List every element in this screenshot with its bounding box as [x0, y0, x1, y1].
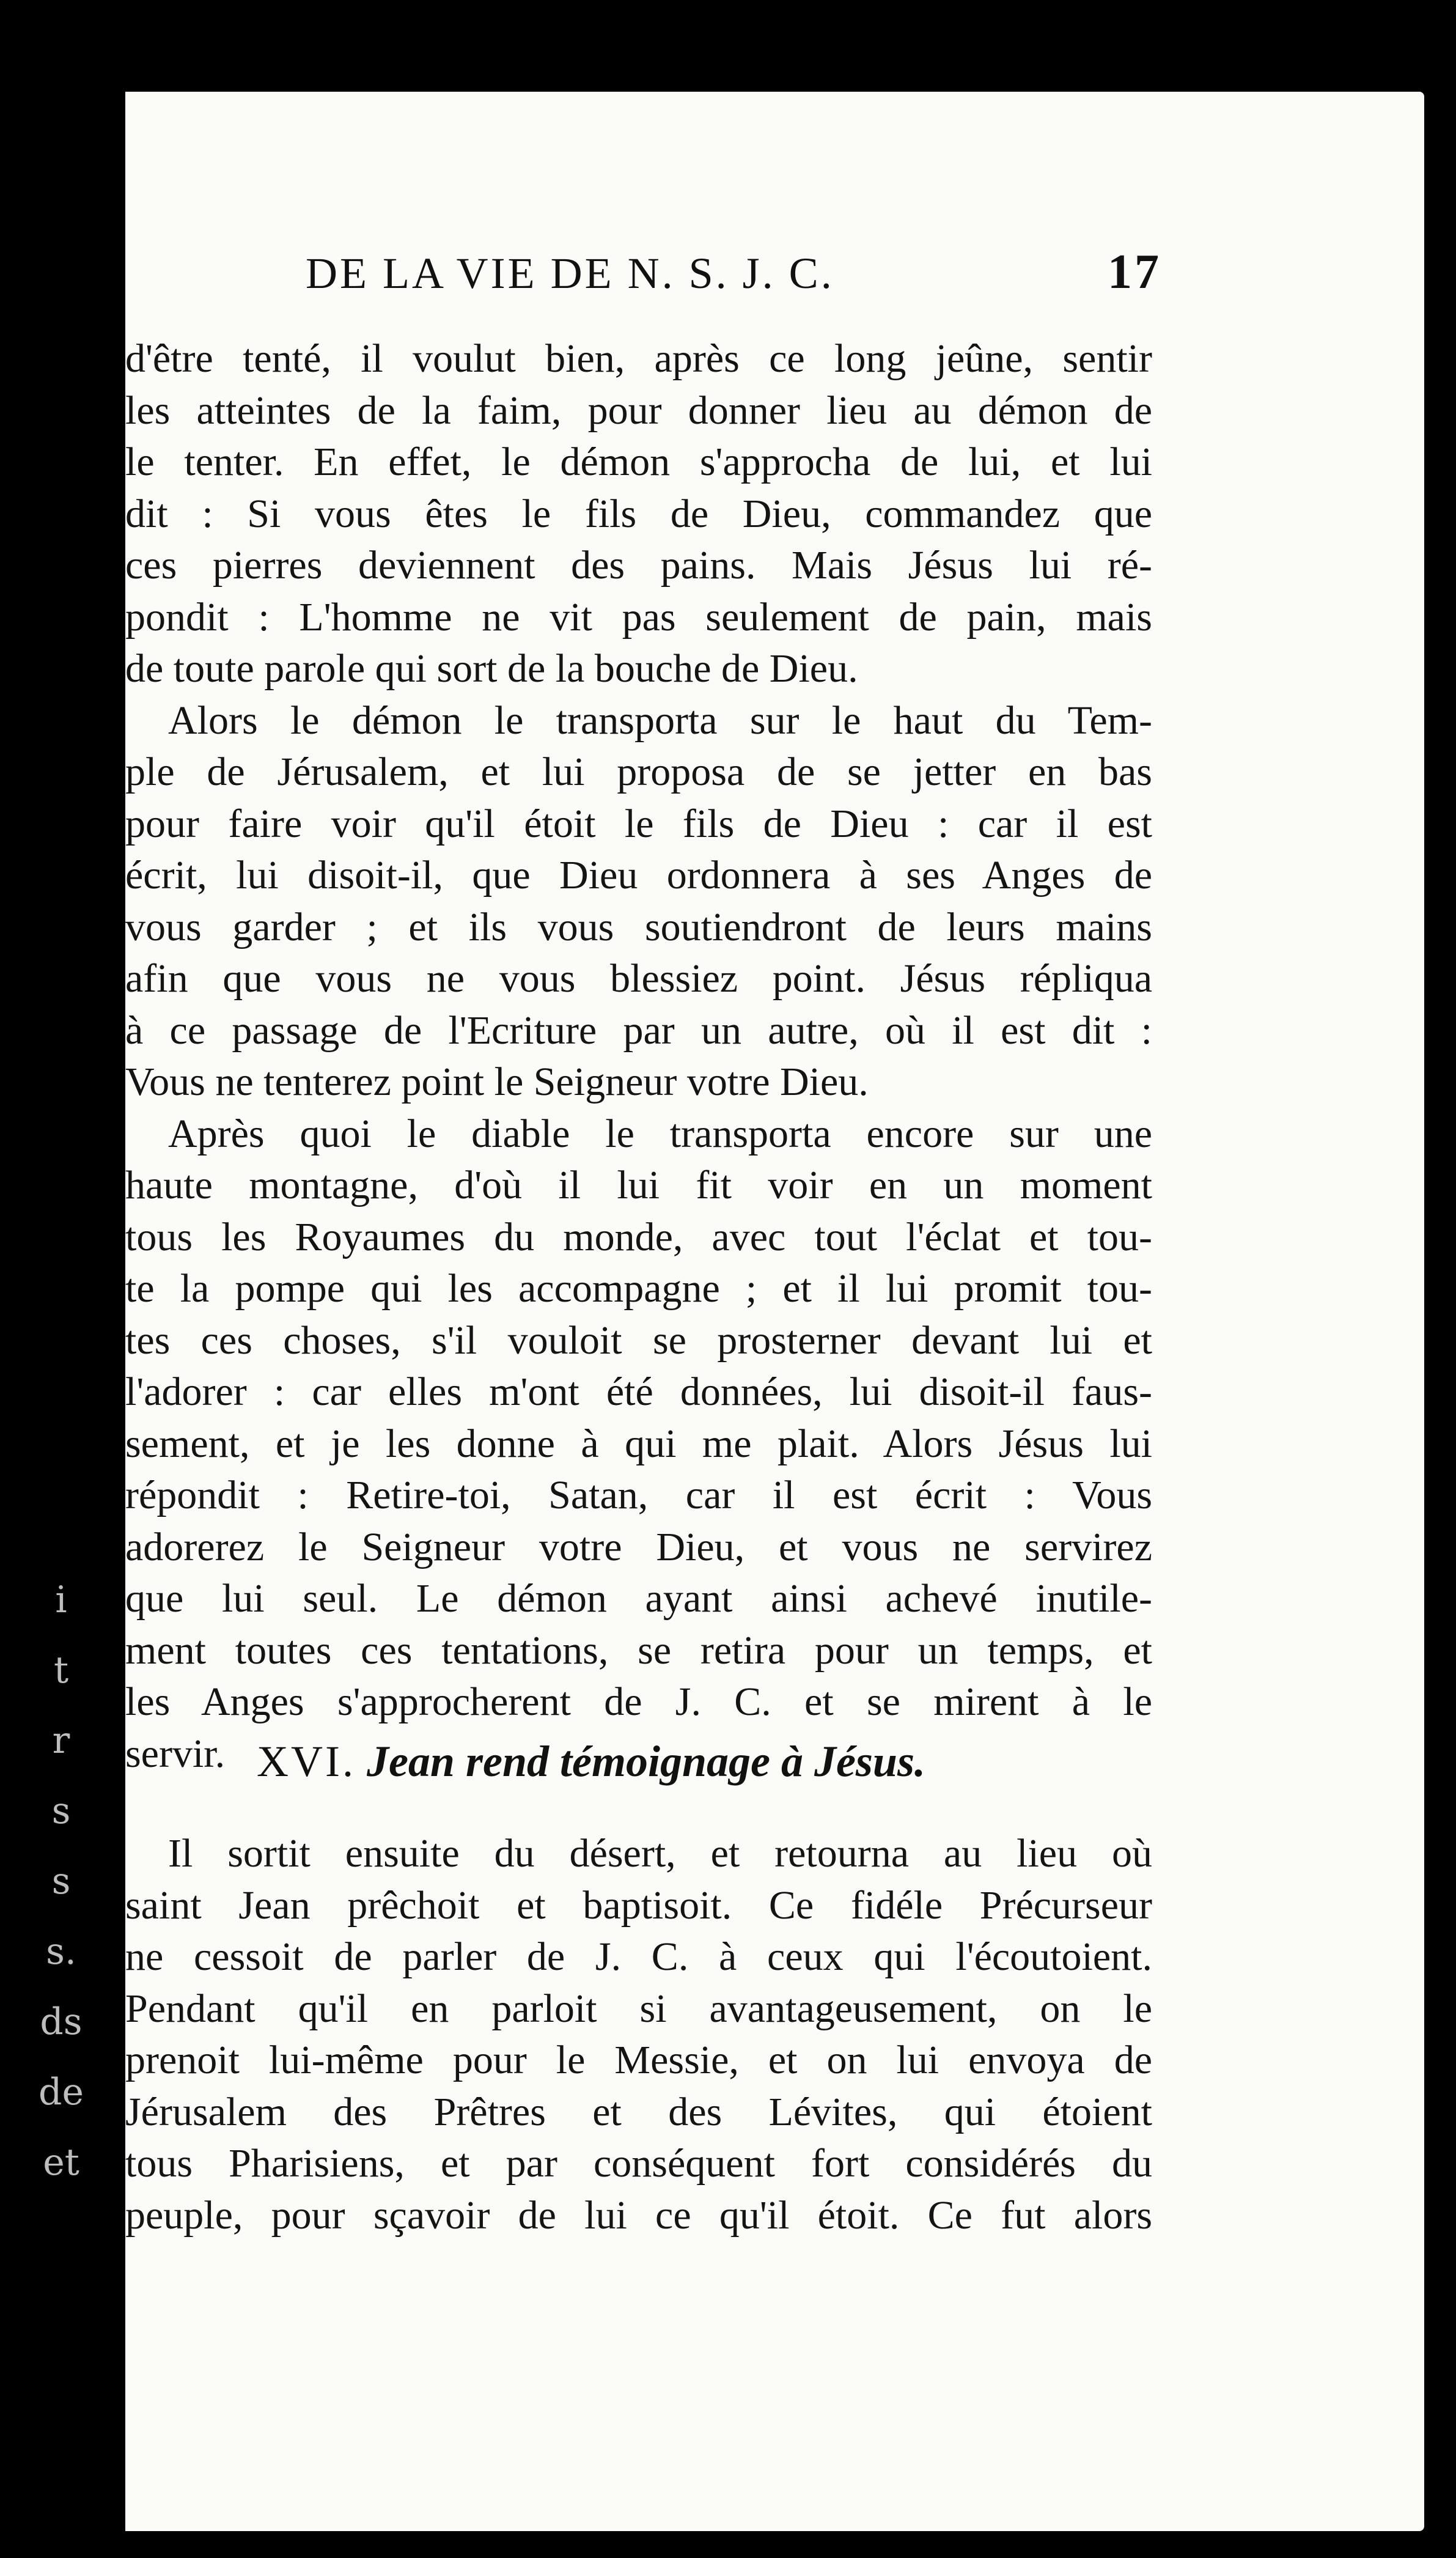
spine-fragment: i: [55, 1579, 67, 1621]
text-line: peuple, pour sçavoir de lui ce qu'il étoit. Ce fut alors: [125, 2192, 1152, 2238]
spine-fragment: de: [39, 2071, 84, 2114]
text-line: saint Jean prêchoit et baptisoit. Ce fidéle Précurseur: [125, 1882, 1152, 1928]
spine-fragment: et: [43, 2141, 79, 2184]
facing-page-fragments: [24, 1565, 98, 2198]
body-text: [125, 333, 1152, 1780]
text-line: vous garder ; et ils vous soutiendront de leurs mains: [125, 904, 1152, 949]
page-number: 17: [1108, 245, 1161, 299]
section-title: Jean rend témoignage à Jésus.: [366, 1737, 925, 1786]
spine-fragment: t: [53, 1649, 69, 1692]
text-line: tous les Royaumes du monde, avec tout l'éclat et tou-: [125, 1214, 1152, 1259]
spine-fragment: s: [51, 1860, 71, 1903]
text-line: Jérusalem des Prêtres et des Lévites, qui étoient: [125, 2089, 1152, 2134]
text-line: afin que vous ne vous blessiez point. Jésus répliqua: [125, 956, 1152, 1001]
text-line: ple de Jérusalem, et lui proposa de se jetter en bas: [125, 750, 1152, 794]
spine-fragment: s.: [46, 1930, 76, 1973]
text-line: ment toutes ces tentations, se retira pour un temps, et: [125, 1627, 1152, 1673]
text-line: à ce passage de l'Ecriture par un autre, où il est dit :: [125, 1008, 1152, 1053]
text-line: te la pompe qui les accompagne ; et il lui promit tou-: [125, 1266, 1152, 1311]
text-line: servir.: [125, 1731, 226, 1776]
text-line: Il sortit ensuite du désert, et retourna au lieu où: [168, 1831, 1152, 1876]
text-line: Après quoi le diable le transporta encore sur une: [168, 1111, 1152, 1156]
text-line: les Anges s'approcherent de J. C. et se mirent à le: [125, 1679, 1152, 1724]
text-line: tous Pharisiens, et par conséquent fort considérés du: [125, 2141, 1152, 2186]
text-line: Vous ne tenterez point le Seigneur votre Dieu.: [125, 1060, 869, 1104]
text-line: pondit : L'homme ne vit pas seulement de pain, mais: [125, 594, 1152, 640]
text-line: ne cessoit de parler de J. C. à ceux qui l'écoutoient.: [125, 1934, 1152, 1979]
text-line: haute montagne, d'où il lui fit voir en un moment: [125, 1163, 1152, 1207]
text-line: prenoit lui-même pour le Messie, et on lui envoya de: [125, 2038, 1152, 2082]
text-line: que lui seul. Le démon ayant ainsi achevé inutile-: [125, 1576, 1152, 1621]
spine-fragment: r: [52, 1719, 70, 1762]
text-line: tes ces choses, s'il vouloit se prosterner devant lui et: [125, 1318, 1152, 1363]
book-spine-gutter: [0, 0, 125, 2558]
running-header: [306, 245, 1161, 312]
text-line: sement, et je les donne à qui me plait. Alors Jésus lui: [125, 1421, 1152, 1466]
text-line: Alors le démon le transporta sur le haut du Tem-: [168, 698, 1152, 743]
text-line: dit : Si vous êtes le fils de Dieu, commandez que: [125, 491, 1152, 536]
spine-fragment: ds: [40, 2000, 83, 2043]
spine-fragment: s: [51, 1789, 71, 1832]
text-line: adorerez le Seigneur votre Dieu, et vous ne servirez: [125, 1524, 1152, 1569]
text-line: Pendant qu'il en parloit si avantageusement, on le: [125, 1986, 1152, 2031]
section-number: XVI.: [257, 1737, 356, 1786]
text-line: le tenter. En effet, le démon s'approcha de lui, et lui: [125, 440, 1152, 484]
section-heading: [257, 1736, 1112, 1787]
text-line: de toute parole qui sort de la bouche de Dieu.: [125, 646, 858, 691]
text-line: pour faire voir qu'il étoit le fils de Dieu : car il est: [125, 801, 1152, 846]
text-line: les atteintes de la faim, pour donner lieu au démon de: [125, 388, 1152, 433]
text-line: d'être tenté, il voulut bien, après ce long jeûne, sentir: [125, 336, 1152, 381]
section-body-text: [125, 1828, 1152, 2241]
text-line: l'adorer : car elles m'ont été données, lui disoit-il faus-: [125, 1369, 1152, 1414]
text-line: écrit, lui disoit-il, que Dieu ordonnera à ses Anges de: [125, 853, 1152, 898]
running-title: DE LA VIE DE N. S. J. C.: [306, 249, 834, 298]
text-line: ces pierres deviennent des pains. Mais Jésus lui ré-: [125, 543, 1152, 588]
text-line: répondit : Retire-toi, Satan, car il est écrit : Vous: [125, 1473, 1152, 1517]
